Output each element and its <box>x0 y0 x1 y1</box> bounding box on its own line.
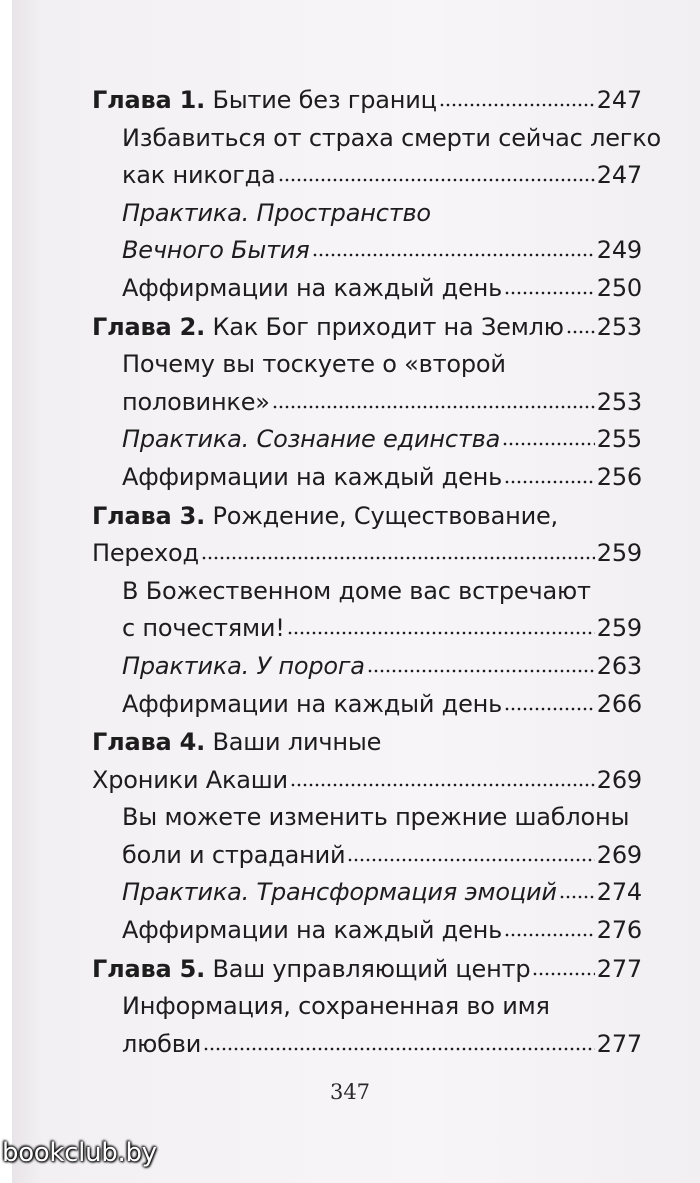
chapter-5-page: 277 <box>596 954 642 983</box>
chapter-2-title: Как Бог приходит на Землю <box>205 312 564 341</box>
watermark: bookclub.by <box>2 1138 157 1168</box>
toc-entry <box>92 799 642 837</box>
toc-chapter-2 <box>92 309 642 347</box>
table-of-contents <box>92 82 661 1063</box>
toc-chapter-3 <box>92 498 642 536</box>
affirmations-page: 276 <box>596 916 642 945</box>
toc-practice <box>92 232 642 270</box>
affirmations-text: Аффирмации на каждый день <box>122 462 503 491</box>
toc-entry <box>92 837 642 875</box>
chapter-4-title-cont: Хроники Акаши <box>92 765 288 794</box>
chapter-1-page: 247 <box>596 86 642 114</box>
toc-entry <box>92 988 642 1026</box>
practice-page: 255 <box>596 425 642 454</box>
toc-entry <box>92 384 642 422</box>
entry-text: боли и страданий <box>122 840 346 869</box>
dot-leader <box>504 467 595 485</box>
practice-page: 263 <box>596 651 642 680</box>
dot-leader <box>272 392 595 410</box>
entry-text: половинке» <box>122 387 270 416</box>
chapter-1-title: Бытие без границ <box>205 86 437 114</box>
toc-chapter-4 <box>92 724 642 762</box>
entry-text: Информация, сохраненная во имя <box>122 992 550 1021</box>
toc-practice <box>92 421 642 459</box>
dot-leader <box>287 618 595 636</box>
entry-page: 269 <box>596 840 642 869</box>
practice-page: 274 <box>596 878 642 907</box>
toc-chapter-1 <box>92 82 642 120</box>
toc-entry <box>92 573 642 611</box>
dot-leader <box>532 959 594 977</box>
affirmations-page: 250 <box>596 273 642 302</box>
dot-leader <box>559 882 595 900</box>
entry-text: любви <box>122 1029 202 1058</box>
dot-leader <box>504 694 595 712</box>
chapter-5-label: Глава 5. <box>92 954 206 983</box>
dot-leader <box>201 543 595 561</box>
dot-leader <box>504 920 595 938</box>
toc-entry <box>92 346 642 384</box>
chapter-2-page: 253 <box>596 312 642 341</box>
entry-text: Избавиться от страха смерти сейчас легко <box>122 123 661 152</box>
toc-affirmations <box>92 270 642 308</box>
entry-text: с почестями! <box>122 614 285 643</box>
toc-chapter-4-cont <box>92 762 642 800</box>
entry-text: как никогда <box>122 161 276 190</box>
chapter-2-heading <box>92 309 564 347</box>
chapter-4-title: Ваши личные <box>205 728 382 757</box>
dot-leader <box>439 90 595 108</box>
practice-page: 249 <box>596 236 642 265</box>
entry-text: Почему вы тоскуете о «второй <box>122 350 506 379</box>
chapter-4-heading <box>92 724 381 762</box>
chapter-3-title: Рождение, Существование, <box>205 501 558 530</box>
toc-entry <box>92 610 642 648</box>
toc-affirmations <box>92 459 642 497</box>
toc-practice <box>92 195 642 233</box>
entry-page: 277 <box>596 1029 642 1058</box>
chapter-1-label: Глава 1. <box>92 86 206 114</box>
dot-leader <box>347 845 594 863</box>
chapter-4-label: Глава 4. <box>92 728 206 757</box>
entry-text: В Божественном доме вас встречают <box>122 576 591 605</box>
toc-affirmations <box>92 912 642 950</box>
dot-leader <box>312 240 595 258</box>
chapter-3-page: 259 <box>596 539 642 568</box>
affirmations-page: 266 <box>596 689 642 718</box>
toc-practice <box>92 648 642 686</box>
toc-practice <box>92 874 642 912</box>
dot-leader <box>566 317 595 335</box>
chapter-3-title-cont: Переход <box>92 539 199 568</box>
affirmations-page: 256 <box>596 462 642 491</box>
practice-text: Практика. Сознание единства <box>122 425 501 454</box>
practice-text: Вечного Бытия <box>122 236 310 265</box>
page-number: 347 <box>329 1080 371 1104</box>
entry-page: 247 <box>596 161 642 190</box>
toc-entry <box>92 1026 642 1064</box>
practice-text: Практика. Трансформация эмоций <box>122 878 557 907</box>
chapter-3-heading <box>92 498 558 536</box>
chapter-2-label: Глава 2. <box>92 312 206 341</box>
affirmations-text: Аффирмации на каждый день <box>122 689 503 718</box>
chapter-1-heading <box>92 82 437 120</box>
entry-page: 253 <box>596 387 642 416</box>
chapter-5-title: Ваш управляющий центр <box>205 954 531 983</box>
chapter-4-page: 269 <box>596 765 642 794</box>
practice-text: Практика. Пространство <box>122 198 431 227</box>
affirmations-text: Аффирмации на каждый день <box>122 916 503 945</box>
toc-affirmations <box>92 686 642 724</box>
dot-leader <box>502 429 595 447</box>
toc-chapter-3-cont <box>92 535 642 573</box>
practice-text: Практика. У порога <box>122 651 365 680</box>
entry-page: 259 <box>596 614 642 643</box>
toc-chapter-5 <box>92 951 642 989</box>
chapter-5-heading <box>92 951 530 989</box>
dot-leader <box>290 770 595 788</box>
chapter-3-label: Глава 3. <box>92 501 206 530</box>
dot-leader <box>203 1034 595 1052</box>
entry-text: Вы можете изменить прежние шаблоны <box>122 803 630 832</box>
toc-entry <box>92 157 642 195</box>
affirmations-text: Аффирмации на каждый день <box>122 273 503 302</box>
dot-leader <box>367 656 595 674</box>
dot-leader <box>278 165 595 183</box>
dot-leader <box>504 278 595 296</box>
toc-entry <box>92 120 661 158</box>
